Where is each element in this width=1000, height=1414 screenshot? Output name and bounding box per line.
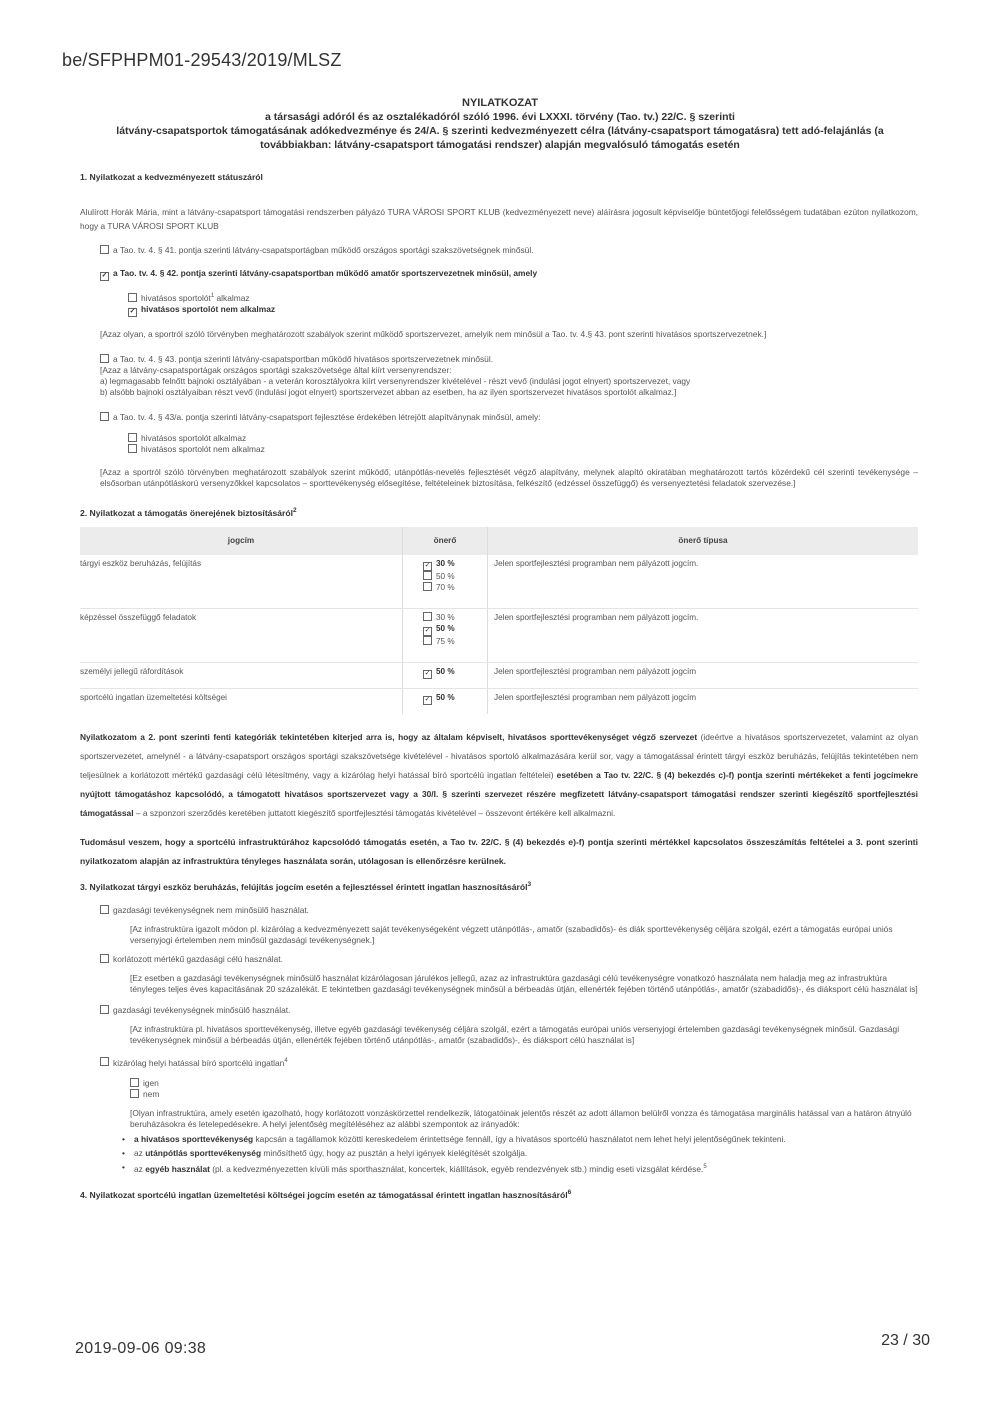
option-50[interactable]: ✓ 50 % — [424, 666, 455, 677]
local-impact-no[interactable]: nem — [130, 1089, 918, 1100]
column-header-jogcim: jogcím — [80, 527, 403, 555]
row-jogcim: személyi jellegű ráfordítások — [80, 662, 403, 688]
option-70[interactable]: 70 % — [423, 582, 487, 593]
option-41[interactable]: a Tao. tv. 4. § 41. pontja szerinti látvány-csapatsportágban működő országos sportági szakszövetségnek minősül. — [100, 245, 918, 256]
option-43-note-2: a) legmagasabb felnőtt bajnoki osztályában - a veterán korosztályokra kiírt versenyrendszer kivételével - részt vevő (indulási jogot elnyert) sportszervezet, vagy — [100, 375, 691, 386]
section-3-heading: 3. Nyilatkozat tárgyi eszköz beruházás, felújítás jogcím esetén a fejlesztéssel érintett ingatlan hasznosításáról$^3$ — [80, 880, 532, 892]
option-50[interactable]: ✓ 50 % — [424, 623, 455, 634]
table-row — [80, 555, 918, 609]
checkbox-unchecked-icon[interactable] — [423, 636, 432, 645]
column-header-onero-tipusa: önerő típusa — [488, 527, 919, 555]
option-50[interactable]: ✓ 50 % — [424, 692, 455, 703]
option-75[interactable]: 75 % — [423, 636, 487, 647]
document-subtitle-1: a társasági adóról és az osztalékadóról szóló 1996. évi LXXXI. törvény (Tao. tv.) 22/C. § szerinti — [265, 111, 735, 123]
section-2-declaration: Nyilatkozatom a 2. pont szerinti fenti kategóriák tekintetében kiterjed arra is, hogy az általam képviselt, hivatásos sporttevékenységet végző szervezet (ideértve a hivatásos sportszervezetet, valamint az olyan sportszervezetet, amelynél - a látvány-csapatsport országos sportági szakszövetsége kivételével - hivatásos sportoló alkalmazására kerül sor, vagy a támogatással érintett tárgyi eszköz beruházás, felújítás tekintetében nem teljesülnek a korlátozott mértékű gazdasági célú létesítmény, vagy a kizárólag helyi hatással bíró sportcélú ingatlan feltételei) esetében a Tao tv. 22/C. § (4) bekezdés c)-f) pontja szerinti mértékeket a fenti jogcímekre nyújtott támogatáshoz kapcsolódó, a támogatott hivatásos sportszervezet vagy a 30/I. § szerinti szervezet részére megfizetett látvány-csapatsport támogatási rendszer szerinti kiegészítő sportfejlesztési támogatással – a szponzori szerződés keretében juttatott kiegészítő sportfejlesztési támogatás kivételével – összevont értékére kell alkalmazni. — [80, 731, 918, 818]
list-item: • a hivatásos sporttevékenység kapcsán a tagállamok közötti kereskedelem érintettsége fennáll, így a hivatásos sportcélú használatot nem lehet helyi jelentőségűnek tekinteni. — [122, 1134, 918, 1145]
checkbox-unchecked-icon[interactable] — [100, 412, 109, 421]
section-1-heading: 1. Nyilatkozat a kedvezményezett státuszáról — [80, 172, 263, 182]
checkbox-unchecked-icon[interactable] — [423, 571, 432, 580]
document-subtitle-2: látvány-csapatsportok támogatásának adókedvezménye és 24/A. § szerinti kedvezményezett célra (látvány-csapatsport támogatásra) tett adó-felajánlás (a — [116, 125, 884, 137]
row-jogcim: képzéssel összefüggő feladatok — [80, 608, 403, 662]
section-2-acknowledgement: Tudomásul veszem, hogy a sportcélú infrastruktúrához kapcsolódó támogatás esetén, a Tao tv. 22/C. § (4) bekezdés e)-f) pontja szerinti mértékkel kapcsolatos összeszámítás feltételei a 3. pont szerinti nyilatkozatom alapján az infrastruktúra tényleges használata során, utólagosan is ellenőrzésre kerülnek. — [80, 836, 918, 866]
local-impact-criteria-list — [122, 1134, 918, 1175]
option-43-note-3: b) alsóbb bajnoki osztályaiban részt vevő (indulási jogot elnyert) sportszervezet abban az esetben, ha az ilyen sportszervezet hivatásos sportolót alkalmaz.] — [100, 386, 677, 397]
option-30[interactable]: 30 % — [423, 612, 487, 623]
document-title: NYILATKOZAT — [462, 97, 538, 109]
checkbox-unchecked-icon[interactable] — [128, 293, 137, 302]
option-43[interactable]: a Tao. tv. 4. § 43. pontja szerinti látvány-csapatsportban működő hivatásos sportszervezetnek minősül. — [100, 354, 918, 365]
checkbox-unchecked-icon[interactable] — [100, 1005, 109, 1014]
row-onero-options — [403, 608, 488, 662]
checkbox-checked-icon[interactable]: ✓ — [424, 669, 431, 677]
option-42-note: [Azaz olyan, a sportról szóló törvényben meghatározott szabályok szerint működő sportszervezet, amelyik nem minősül a Tao. tv. 4.§ 43. pont szerinti hivatásos sportszervezetnek.] — [100, 328, 767, 339]
option-50[interactable]: 50 % — [423, 571, 487, 582]
checkbox-unchecked-icon[interactable] — [423, 612, 432, 621]
option-43a-sub-2[interactable]: hivatásos sportolót nem alkalmaz — [128, 444, 918, 455]
checkbox-checked-icon[interactable]: ✓ — [129, 307, 136, 315]
checkbox-unchecked-icon[interactable] — [100, 954, 109, 963]
local-impact-note: [Olyan infrastruktúra, amely esetén igazolható, hogy korlátozott vonzáskörzettel rendelkezik, látogatóinak jelentős részét az adott államon belülről vonzza és támogatása marginális hatással van a határon átnyúló beruházásokra és letelepedésekre. A helyi jelentőség megítéléséhez az alábbi szempontok az irányadók: — [130, 1108, 912, 1130]
checkbox-checked-icon[interactable]: ✓ — [101, 272, 108, 279]
usage-option-limited-economic[interactable]: korlátozott mértékű gazdasági célú használat. — [100, 954, 918, 965]
usage-option-non-economic[interactable]: gazdasági tevékenységnek nem minősülő használat. — [100, 905, 918, 916]
option-30[interactable]: ✓ 30 % — [424, 558, 455, 569]
section-2-heading: 2. Nyilatkozat a támogatás önerejének biztosításáról$^2$ — [80, 506, 297, 518]
usage-option-non-economic-note: [Az infrastruktúra igazolt módon pl. kizárólag a kedvezményezett saját tevékenységeként végzett utánpótlás-, amatőr (szabadidős)- és diák sporttevékenység céljára szolgál, ezért a támogatás európai uniós versenyjogi értelemben nem minősül gazdasági tevékenységnek.] — [130, 923, 893, 945]
local-impact-yes[interactable]: igen — [130, 1078, 918, 1089]
self-contribution-table — [80, 527, 918, 714]
row-jogcim: sportcélú ingatlan üzemeltetési költségei — [80, 688, 403, 714]
section-1-intro: Alulírott Horák Mária, mint a látvány-csapatsport támogatási rendszerben pályázó TURA VÁROSI SPORT KLUB (kedvezményezett neve) aláírásra jogosult képviselője büntetőjogi felelősségem tudatában ezúton nyilatkozom, hogy a TURA VÁROSI SPORT KLUB — [80, 207, 918, 231]
usage-option-limited-economic-note: [Ez esetben a gazdasági tevékenységnek minősülő használat kizárólagosan járulékos jellegű, azaz az infrastruktúra gazdasági célú tevékenységre vonatkozó használata nem haladja meg az infrastruktúra tényleges teljes éves kapacitásának 20 százalékát. E tekintetben gazdasági tevékenységnek minősül a bérbeadás útján, ellenérték fejében történő utánpótlás-, amatőr (szabadidős)-, és diáksport célú használat is] — [130, 972, 918, 994]
section-4-heading: 4. Nyilatkozat sportcélú ingatlan üzemeltetési költségei jogcím esetén az támogatással érintett ingatlan hasznosításáról$^6$ — [80, 1189, 572, 1200]
checkbox-unchecked-icon[interactable] — [100, 1057, 109, 1066]
table-header-row — [80, 527, 918, 555]
document-subtitle-3: továbbiakban: látvány-csapatsport támogatási rendszer) alapján megvalósuló támogatás esetén — [260, 139, 740, 151]
checkbox-unchecked-icon[interactable] — [100, 354, 109, 363]
row-onero-tipus: Jelen sportfejlesztési programban nem pályázott jogcím — [488, 662, 919, 688]
option-42[interactable]: ✓ a Tao. tv. 4. § 42. pontja szerinti látvány-csapatsportban működő amatőr sportszervezetnek minősül, amely — [101, 268, 538, 279]
checkbox-unchecked-icon[interactable] — [130, 1078, 139, 1087]
row-jogcim: tárgyi eszköz beruházás, felújítás — [80, 555, 403, 609]
checkbox-unchecked-icon[interactable] — [128, 444, 137, 453]
checkbox-unchecked-icon[interactable] — [128, 433, 137, 442]
checkbox-checked-icon[interactable]: ✓ — [424, 561, 431, 569]
table-row — [80, 608, 918, 662]
row-onero-options — [403, 662, 488, 688]
usage-option-economic-note: [Az infrastruktúra pl. hivatásos sporttevékenység, illetve egyéb gazdasági tevékenység céljára szolgál, ezért a támogatás európai uniós versenyjogi értelemben gazdasági tevékenységnek minősül. Gazdasági tevékenységnek minősül a bérbeadás útján, ellenérték fejében történő utánpótlás-, amatőr (szabadidős)-, és diáksport célú használat is] — [130, 1023, 900, 1045]
checkbox-unchecked-icon[interactable] — [130, 1089, 139, 1098]
document-body — [80, 172, 918, 1209]
row-onero-tipus: Jelen sportfejlesztési programban nem pályázott jogcím. — [488, 555, 919, 609]
footer-timestamp: 2019-09-06 09:38 — [75, 1340, 207, 1357]
document-reference: be/SFPHPM01-29543/2019/MLSZ — [62, 50, 342, 70]
option-43a[interactable]: a Tao. tv. 4. § 43/a. pontja szerinti látvány-csapatsport fejlesztése érdekében létrejött alapítványnak minősül, amely: — [100, 412, 918, 423]
document-header — [60, 96, 940, 152]
row-onero-tipus: Jelen sportfejlesztési programban nem pályázott jogcím — [494, 692, 697, 702]
option-42-sub-2[interactable]: ✓ hivatásos sportolót nem alkalmaz — [129, 303, 276, 315]
column-header-onero: önerő — [403, 527, 488, 555]
checkbox-checked-icon[interactable]: ✓ — [424, 626, 431, 634]
checkbox-checked-icon[interactable]: ✓ — [424, 695, 431, 703]
table-row — [80, 662, 918, 688]
row-onero-tipus: Jelen sportfejlesztési programban nem pályázott jogcím. — [488, 608, 919, 662]
option-43-note-1: [Azaz a látvány-csapatsportágak országos sportági szakszövetsége által kiírt versenyrendszer: — [100, 364, 452, 375]
checkbox-unchecked-icon[interactable] — [100, 245, 109, 254]
checkbox-unchecked-icon[interactable] — [100, 905, 109, 914]
list-item: • az egyéb használat (pl. a kedvezményezetten kívüli más sporthasználat, koncertek, kiállítások, egyéb rendezvények stb.) mindig eseti vizsgálat kérdése.$^5$ — [122, 1162, 918, 1175]
row-onero-options — [403, 688, 488, 714]
checkbox-unchecked-icon[interactable] — [423, 582, 432, 591]
option-43a-note: [Azaz a sportról szóló törvényben meghatározott szabályok szerint működő, utánpótlás-nevelés fejlesztését végző alapítvány, melynek alapító okiratában meghatározott tartós közérdekű cél szerinti tevékenysége – elsősorban utánpótláskorú versenyzőkkel kapcsolatos – sporttevékenység elősegítése, feltételeinek biztosítása, felkészítő (edzéssel összefüggő) és versenyeztetési feladatok szervezése.] — [100, 466, 918, 488]
option-43a-sub-1[interactable]: hivatásos sportolót alkalmaz — [128, 433, 918, 444]
table-row — [80, 688, 918, 714]
page-number: 23 / 30 — [881, 1332, 930, 1349]
list-item: • az utánpótlás sporttevékenység minősíthető úgy, hogy az pusztán a helyi igények kielégítését szolgálja. — [122, 1148, 918, 1159]
usage-option-local-impact[interactable]: kizárólag helyi hatással bíró sportcélú ingatlan$^4$ — [100, 1056, 918, 1069]
row-onero-options — [403, 555, 488, 609]
option-42-sub-1[interactable]: hivatásos sportolót$^1$ alkalmaz — [128, 291, 918, 304]
usage-option-economic[interactable]: gazdasági tevékenységnek minősülő használat. — [100, 1005, 918, 1016]
